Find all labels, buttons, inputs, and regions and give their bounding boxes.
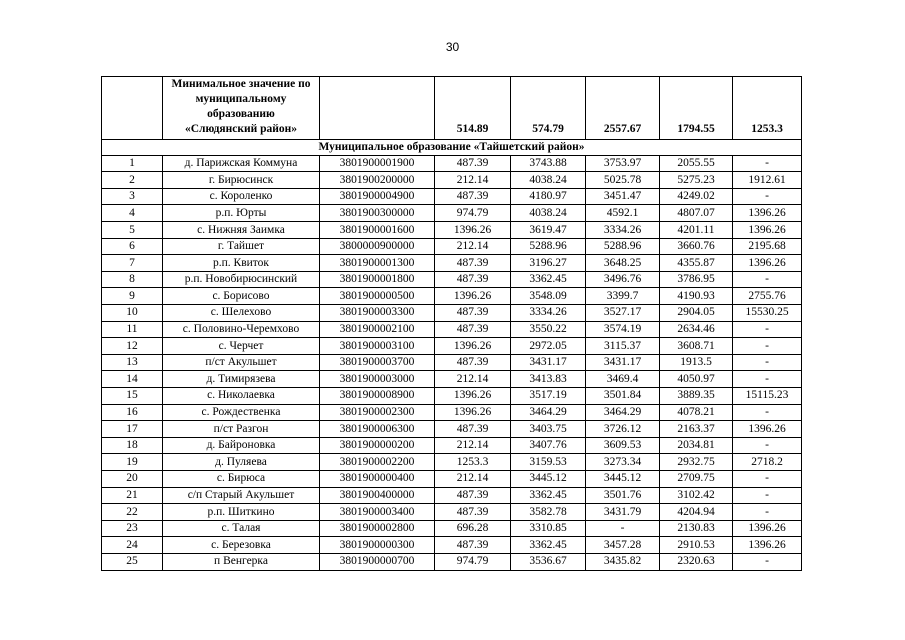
value-col-4: 2130.83 [660,520,733,537]
value-col-1: 487.39 [435,271,511,288]
value-col-2: 3550.22 [511,321,586,338]
table-row [102,205,802,222]
value-col-3: 3399.7 [586,288,660,305]
oktmo-code: 3801900003300 [320,305,435,322]
value-col-1: 1396.26 [435,388,511,405]
value-col-1: 487.39 [435,421,511,438]
value-col-3: 3574.19 [586,321,660,338]
value-col-3: 3435.82 [586,553,660,570]
value-col-4: 4190.93 [660,288,733,305]
value-col-1: 1396.26 [435,288,511,305]
value-col-1: 487.39 [435,354,511,371]
summary-row [102,77,802,140]
value-col-2: 3548.09 [511,288,586,305]
value-col-4: 4078.21 [660,404,733,421]
value-col-1: 212.14 [435,238,511,255]
value-col-4: 2910.53 [660,537,733,554]
value-col-5: - [733,271,802,288]
table-row [102,305,802,322]
value-col-5: - [733,321,802,338]
value-col-4: 2320.63 [660,553,733,570]
value-col-2: 3431.17 [511,354,586,371]
row-number: 19 [102,454,163,471]
table-row [102,238,802,255]
settlement-name: с. Березовка [163,537,320,554]
settlement-name: с. Половино-Черемхово [163,321,320,338]
row-number: 6 [102,238,163,255]
value-col-4: 1913.5 [660,354,733,371]
value-col-5: 15530.25 [733,305,802,322]
oktmo-code: 3801900006300 [320,421,435,438]
value-col-2: 2972.05 [511,338,586,355]
settlement-name: с. Борисово [163,288,320,305]
table-row [102,172,802,189]
value-col-3: 3527.17 [586,305,660,322]
value-col-1: 212.14 [435,437,511,454]
value-col-3: 3648.25 [586,255,660,272]
row-number: 16 [102,404,163,421]
row-number: 2 [102,172,163,189]
oktmo-code: 3801900002200 [320,454,435,471]
table-row [102,421,802,438]
table-row [102,255,802,272]
summary-label-line: «Слюдянский район» [184,123,298,135]
value-col-3: 3464.29 [586,404,660,421]
table-row [102,371,802,388]
value-col-5: 15115.23 [733,388,802,405]
value-col-1: 487.39 [435,321,511,338]
value-col-4: 4807.07 [660,205,733,222]
value-col-4: 3660.76 [660,238,733,255]
value-col-5: - [733,504,802,521]
table-row [102,504,802,521]
value-col-1: 1253.3 [435,454,511,471]
value-col-2: 3582.78 [511,504,586,521]
value-col-5: 1912.61 [733,172,802,189]
oktmo-code: 3801900001800 [320,271,435,288]
table-row [102,537,802,554]
summary-value: 574.79 [511,77,586,140]
oktmo-code: 3801900001600 [320,222,435,239]
value-col-3: 3334.26 [586,222,660,239]
value-col-5: - [733,470,802,487]
value-col-5: 1396.26 [733,222,802,239]
value-col-3: 3445.12 [586,470,660,487]
value-col-5: 2718.2 [733,454,802,471]
value-col-4: 2634.46 [660,321,733,338]
oktmo-code: 3801900001300 [320,255,435,272]
settlement-name: д. Байроновка [163,437,320,454]
row-number: 3 [102,188,163,205]
value-col-3: 3457.28 [586,537,660,554]
row-number: 12 [102,338,163,355]
table-row [102,321,802,338]
value-col-5: - [733,354,802,371]
value-col-1: 1396.26 [435,222,511,239]
row-number: 23 [102,520,163,537]
row-number: 25 [102,553,163,570]
summary-empty-cell [102,77,163,140]
oktmo-code: 3801900001900 [320,155,435,172]
value-col-4: 3102.42 [660,487,733,504]
table-row [102,470,802,487]
value-col-2: 3743.88 [511,155,586,172]
value-col-2: 3159.53 [511,454,586,471]
value-col-1: 212.14 [435,470,511,487]
row-number: 1 [102,155,163,172]
value-col-3: 3115.37 [586,338,660,355]
value-col-2: 4038.24 [511,205,586,222]
summary-label-line: образованию [207,108,275,120]
value-col-5: 2755.76 [733,288,802,305]
value-col-1: 487.39 [435,305,511,322]
row-number: 8 [102,271,163,288]
row-number: 7 [102,255,163,272]
table-row [102,437,802,454]
row-number: 22 [102,504,163,521]
table-row [102,188,802,205]
value-col-2: 3196.27 [511,255,586,272]
summary-label [163,77,320,140]
table-row [102,553,802,570]
value-col-2: 3619.47 [511,222,586,239]
table-row [102,487,802,504]
value-col-1: 487.39 [435,487,511,504]
summary-label-line: муниципальному [195,93,287,105]
settlement-name: г. Бирюсинск [163,172,320,189]
value-col-2: 3445.12 [511,470,586,487]
section-title: Муниципальное образование «Тайшетский район» [102,140,802,156]
oktmo-code: 3801900000400 [320,470,435,487]
value-col-5: - [733,404,802,421]
value-col-2: 3464.29 [511,404,586,421]
table-row [102,222,802,239]
oktmo-code: 3801900000700 [320,553,435,570]
row-number: 13 [102,354,163,371]
table-row [102,271,802,288]
value-col-4: 3889.35 [660,388,733,405]
settlement-name: д. Тимирязева [163,371,320,388]
value-col-4: 2055.55 [660,155,733,172]
value-col-2: 3517.19 [511,388,586,405]
row-number: 18 [102,437,163,454]
settlement-name: с. Нижняя Заимка [163,222,320,239]
summary-value: 1794.55 [660,77,733,140]
settlement-name: с. Талая [163,520,320,537]
table-row [102,520,802,537]
oktmo-code: 3801900008900 [320,388,435,405]
summary-label-line: Минимальное значение по [171,78,311,90]
value-col-2: 5288.96 [511,238,586,255]
value-col-3: 3501.76 [586,487,660,504]
value-col-2: 3403.75 [511,421,586,438]
table-row [102,354,802,371]
value-col-3: 5025.78 [586,172,660,189]
settlement-name: п Венгерка [163,553,320,570]
value-col-4: 4050.97 [660,371,733,388]
oktmo-code: 3801900003400 [320,504,435,521]
value-col-1: 212.14 [435,371,511,388]
value-col-2: 3362.45 [511,271,586,288]
value-col-5: - [733,371,802,388]
value-col-5: 1396.26 [733,520,802,537]
value-col-3: 3753.97 [586,155,660,172]
table-row [102,155,802,172]
value-col-4: 4355.87 [660,255,733,272]
value-col-4: 2163.37 [660,421,733,438]
value-col-4: 4201.11 [660,222,733,239]
table-row [102,388,802,405]
row-number: 24 [102,537,163,554]
settlement-name: с. Рождественка [163,404,320,421]
value-col-4: 2034.81 [660,437,733,454]
oktmo-code: 3801900003700 [320,354,435,371]
value-col-2: 3413.83 [511,371,586,388]
row-number: 4 [102,205,163,222]
row-number: 10 [102,305,163,322]
oktmo-code: 3801900000500 [320,288,435,305]
value-col-4: 4204.94 [660,504,733,521]
table-row [102,288,802,305]
value-col-3: 3496.76 [586,271,660,288]
value-col-3: 5288.96 [586,238,660,255]
table-row [102,454,802,471]
row-number: 14 [102,371,163,388]
oktmo-code: 3801900002300 [320,404,435,421]
tariff-table [101,76,802,571]
row-number: 17 [102,421,163,438]
value-col-4: 3608.71 [660,338,733,355]
value-col-5: - [733,338,802,355]
settlement-name: р.п. Шиткино [163,504,320,521]
value-col-1: 487.39 [435,504,511,521]
value-col-5: - [733,437,802,454]
settlement-name: р.п. Юрты [163,205,320,222]
value-col-3: 3501.84 [586,388,660,405]
value-col-2: 3362.45 [511,537,586,554]
value-col-2: 3536.67 [511,553,586,570]
row-number: 15 [102,388,163,405]
value-col-5: - [733,155,802,172]
settlement-name: п/ст Разгон [163,421,320,438]
value-col-1: 487.39 [435,537,511,554]
settlement-name: д. Парижская Коммуна [163,155,320,172]
value-col-4: 2904.05 [660,305,733,322]
value-col-1: 487.39 [435,188,511,205]
value-col-2: 4038.24 [511,172,586,189]
value-col-4: 2932.75 [660,454,733,471]
value-col-5: - [733,487,802,504]
value-col-5: - [733,188,802,205]
row-number: 20 [102,470,163,487]
settlement-name: р.п. Квиток [163,255,320,272]
value-col-3: 3451.47 [586,188,660,205]
value-col-2: 4180.97 [511,188,586,205]
value-col-3: 3469.4 [586,371,660,388]
oktmo-code: 3801900002100 [320,321,435,338]
row-number: 21 [102,487,163,504]
oktmo-code: 3801900200000 [320,172,435,189]
oktmo-code: 3801900003100 [320,338,435,355]
oktmo-code: 3801900003000 [320,371,435,388]
value-col-3: - [586,520,660,537]
oktmo-code: 3801900004900 [320,188,435,205]
row-number: 11 [102,321,163,338]
value-col-1: 1396.26 [435,338,511,355]
value-col-2: 3310.85 [511,520,586,537]
value-col-3: 4592.1 [586,205,660,222]
value-col-1: 974.79 [435,205,511,222]
value-col-3: 3431.17 [586,354,660,371]
value-col-1: 1396.26 [435,404,511,421]
value-col-1: 487.39 [435,255,511,272]
value-col-1: 696.28 [435,520,511,537]
oktmo-code: 3801900002800 [320,520,435,537]
row-number: 5 [102,222,163,239]
settlement-name: с. Шелехово [163,305,320,322]
table-row [102,404,802,421]
value-col-1: 212.14 [435,172,511,189]
section-row [102,140,802,156]
oktmo-code: 3801900300000 [320,205,435,222]
summary-value: 2557.67 [586,77,660,140]
summary-code-cell [320,77,435,140]
page-number: 30 [445,40,460,54]
value-col-5: 1396.26 [733,421,802,438]
summary-value: 1253.3 [733,77,802,140]
value-col-5: 1396.26 [733,537,802,554]
value-col-3: 3431.79 [586,504,660,521]
value-col-4: 4249.02 [660,188,733,205]
value-col-4: 5275.23 [660,172,733,189]
value-col-4: 2709.75 [660,470,733,487]
value-col-5: 1396.26 [733,205,802,222]
value-col-4: 3786.95 [660,271,733,288]
settlement-name: г. Тайшет [163,238,320,255]
value-col-2: 3334.26 [511,305,586,322]
oktmo-code: 3801900400000 [320,487,435,504]
value-col-2: 3362.45 [511,487,586,504]
settlement-name: с. Черчет [163,338,320,355]
settlement-name: с/п Старый Акульшет [163,487,320,504]
settlement-name: д. Пуляева [163,454,320,471]
settlement-name: с. Короленко [163,188,320,205]
summary-value: 514.89 [435,77,511,140]
oktmo-code: 3801900000300 [320,537,435,554]
row-number: 9 [102,288,163,305]
value-col-3: 3726.12 [586,421,660,438]
oktmo-code: 3800000900000 [320,238,435,255]
settlement-name: п/ст Акульшет [163,354,320,371]
value-col-1: 487.39 [435,155,511,172]
table-row [102,338,802,355]
oktmo-code: 3801900000200 [320,437,435,454]
settlement-name: р.п. Новобирюсинский [163,271,320,288]
settlement-name: с. Бирюса [163,470,320,487]
value-col-5: - [733,553,802,570]
value-col-5: 2195.68 [733,238,802,255]
value-col-2: 3407.76 [511,437,586,454]
value-col-5: 1396.26 [733,255,802,272]
settlement-name: с. Николаевка [163,388,320,405]
value-col-1: 974.79 [435,553,511,570]
value-col-3: 3273.34 [586,454,660,471]
value-col-3: 3609.53 [586,437,660,454]
